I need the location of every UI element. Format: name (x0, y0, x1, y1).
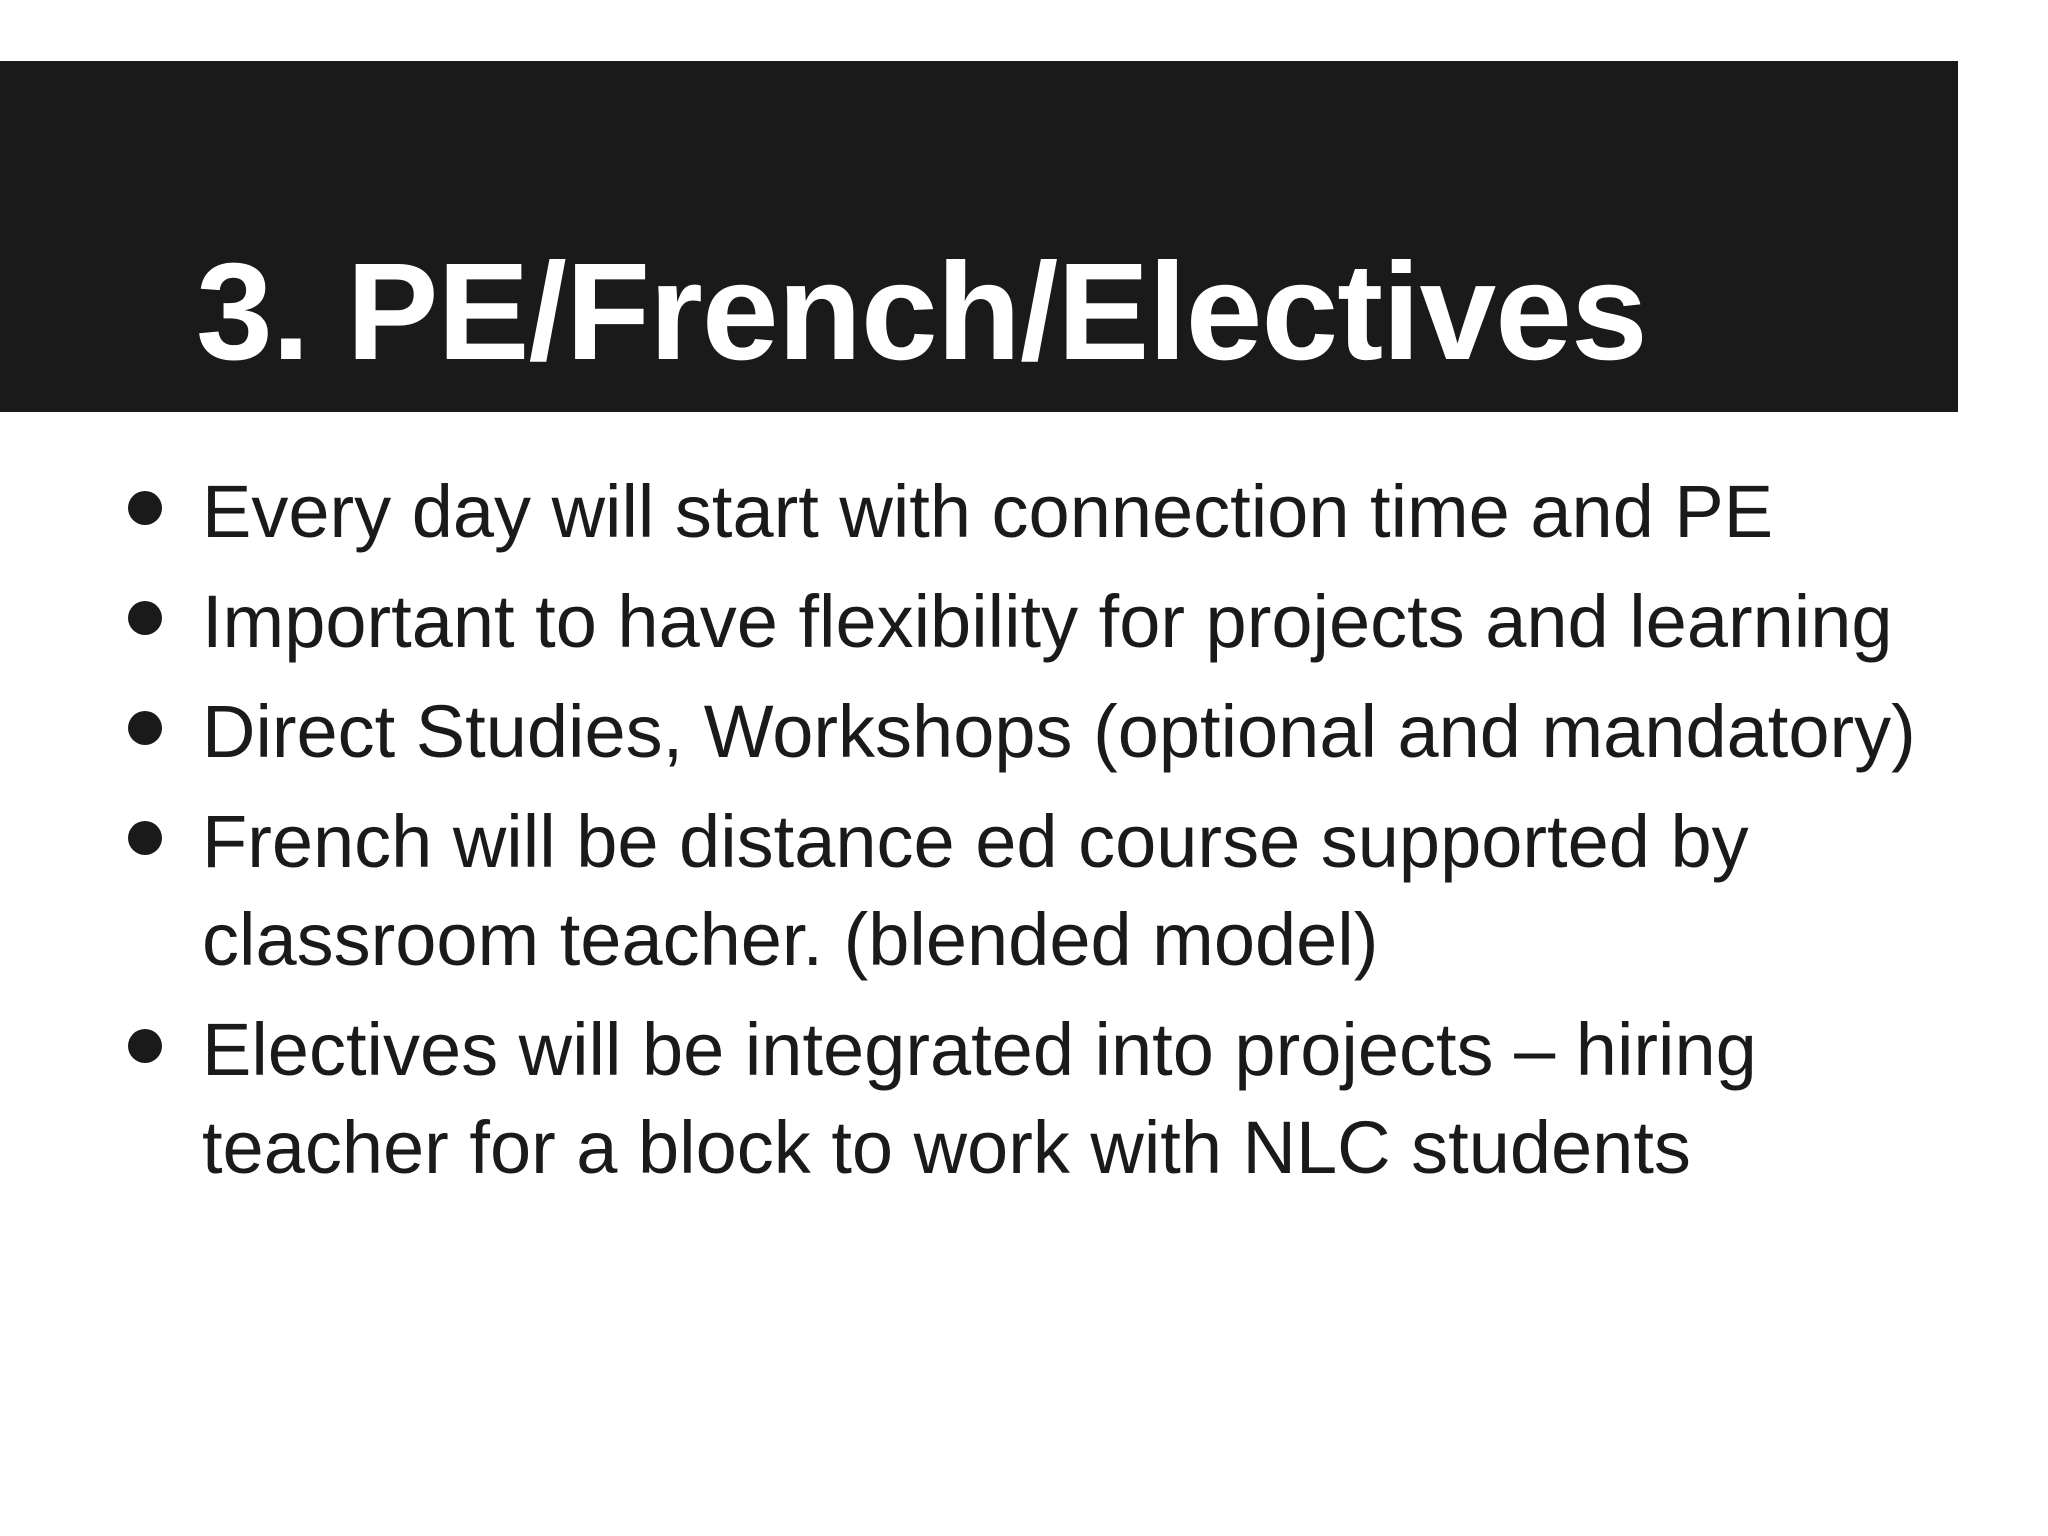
bullet-text: Important to have flexibility for projects and learning (202, 580, 1893, 663)
slide-title: 3. PE/French/Electives (196, 235, 1647, 389)
bullet-icon (128, 491, 162, 525)
bullet-item (128, 683, 1988, 781)
bullet-text: Every day will start with connection time and PE (202, 470, 1774, 553)
bullet-icon (128, 821, 162, 855)
bullet-icon (128, 601, 162, 635)
bullet-item (128, 793, 1988, 989)
bullet-text: Direct Studies, Workshops (optional and mandatory) (202, 690, 1916, 773)
bullet-item (128, 463, 1988, 561)
bullet-text: French will be distance ed course supported by classroom teacher. (blended model) (202, 800, 1749, 981)
bullet-icon (128, 711, 162, 745)
bullet-item (128, 573, 1988, 671)
bullet-icon (128, 1029, 162, 1063)
bullet-item (128, 1001, 1988, 1197)
bullet-text: Electives will be integrated into projects – hiring teacher for a block to work with NLC students (202, 1008, 1757, 1189)
bullet-list (128, 463, 1988, 1209)
